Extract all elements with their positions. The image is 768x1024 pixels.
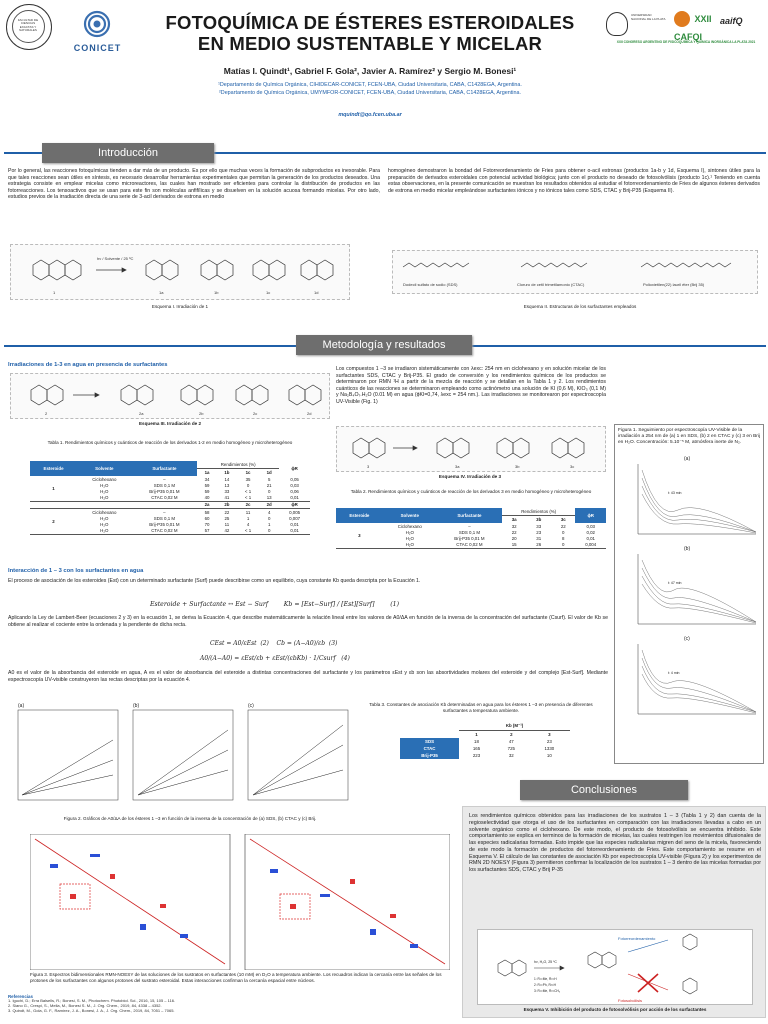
equation-4: A0/(A−A0) = εEst/εb + εEst/(εbKb) · 1/Csurf (4) [200, 655, 350, 662]
figure-2-panel-label: (a) [18, 703, 25, 709]
table-cell: 25 [224, 515, 230, 521]
scheme-4-drawing [336, 426, 606, 472]
table-1 [30, 461, 310, 535]
table-cell: 18 [474, 739, 479, 744]
intro-heading: Introducción [42, 143, 214, 163]
table-cell: H₂O [100, 528, 109, 534]
affiliation-1: ¹Departamento de Química Orgánica, CIHIDECAR-CONICET, FCEN-UBA, Ciudad Universitaria, CABA, C1428EGA, Argentina. [218, 82, 522, 88]
surfactant-label: Polioxietilen(22) lauril éter (Brij 35) [643, 282, 705, 287]
scheme-3-label: 2c [253, 411, 258, 416]
table-1-subheader: 1a [197, 469, 217, 477]
table-cell: 165 [472, 746, 481, 751]
table-1-caption: Tabla 1. Rendimientos químicos y cuánticos de reacción de los derivados 1-2 en medio homogéneo y microheterogéneo [47, 440, 293, 445]
scheme-5-label: hν, H₂O, 25 ºC [534, 960, 557, 964]
scheme-5-drawing [477, 929, 753, 1005]
table-cell: 0 [267, 528, 271, 534]
table-cell: 47 [508, 739, 514, 744]
figure-2-panel-label: (c) [248, 703, 254, 709]
table-cell: 40 [204, 495, 210, 501]
methods-right-text: Los compuestos 1 –3 se irradiaron sistemáticamente con λexc: 254 nm en ciclohexano y en solución micelar de los surfactantes SDS, CTAC y Brij-P35. El grado de conversión y los rendimientos químicos de los productos se determinaron por RMN ¹H a partir de la mezcla de reacción y se detallan en la Tabla 1 y 2. Los rendimientos cuánticos de las reacciones se determinaron empleando como actinómetro una solución de KI (0,6 M), KIO₃ (0,1 M) y Na₂B₄O₇.H₂O (0.01 M) en agua (ϕKI=0,74, λexc = 254 nm.). Las irradiaciones se monitorearon por espectroscopía UV-Visible (Fig. 1) [336, 366, 606, 405]
table-cell: CTAC 0,02 M [456, 542, 483, 548]
table-cell: 725 [507, 746, 515, 751]
table-cell: 1330 [544, 746, 555, 751]
table-cell: 0,03 [290, 482, 299, 488]
table-1-subheader: 2d [266, 502, 272, 508]
table-cell: – [468, 523, 471, 529]
table-1-subheader: 2b [224, 502, 230, 508]
table-3-header: Kb (M⁻¹) [459, 722, 570, 731]
table-3-col: 1 [459, 731, 494, 739]
table-cell: Ciclohexano [92, 476, 117, 482]
table-1-subheader: 1d [259, 469, 279, 477]
scheme-5-caption: Esquema V. Inhibición del producto de fotosolvólisis por acción de los surfactantes [523, 1007, 707, 1012]
table-cell: 70 [204, 521, 210, 527]
scheme-1-label: 1b [214, 290, 219, 295]
table-cell: 31 [536, 535, 542, 541]
table-1-subheader: 1b [217, 469, 237, 477]
table-2-subheader: 3b [526, 516, 551, 524]
table-cell: 4 [246, 521, 250, 527]
table-cell: 33 [224, 488, 230, 494]
table-1-header: Surfactante [132, 461, 198, 476]
intro-left-text: Por lo general, las reacciones fotoquímicas tienden a dar más de un producto. Es por ello que muchas veces la formación de subproductos es inexorable. Para que tales reacciones sean útiles en síntesis, es necesario desarrollar herramientas experimentales que permitan la generación de los productos deseados. Una estrategia consiste en emplear micelas como microreactores, las cuales han mostrado ser eficientes para controlar la distribución de productos en las fotorreacciones. Los tensoactivos que se usan para este fin son moléculas anfifílicas y se disuelven en la solución acuosa formando micelas. Por otro lado, estudios previos de la irradiación directa de una serie de 3-acil derivados de estrona en medio [8, 168, 380, 200]
table-2 [336, 508, 606, 549]
table-2-header: Solvente [383, 508, 437, 523]
table-cell: < 1 [244, 495, 252, 501]
conicet-logo [70, 8, 125, 53]
figure-1-annotation: t: 43 min [668, 490, 682, 495]
table-1-subheader: ϕR [291, 502, 298, 508]
congress-text: XXII CONGRESO ARGENTINO DE FISICOQUÍMICA Y QUÍMICA INORGÁNICA LA PLATA 2021 [616, 40, 756, 44]
scheme-4-label: 3c [570, 464, 575, 469]
cafqi-logo [674, 10, 720, 40]
table-cell: 0,01 [290, 495, 299, 501]
unlp-text: UNIVERSIDAD NACIONAL DE LA PLATA [631, 13, 666, 21]
table-cell: – [163, 509, 166, 515]
table-cell: 22 [560, 523, 566, 529]
table-1-header: Solvente [77, 461, 132, 476]
table-cell: 13 [224, 482, 230, 488]
table-2-caption: Tabla 2. Rendimientos químicos y cuánticos de reacción de los derivados 3 en medio homogéneo y microheterogéneo [350, 489, 592, 494]
table-cell: 20 [511, 535, 517, 541]
scheme-1-label: 1 [53, 290, 56, 295]
table-cell: 32 [508, 753, 514, 758]
scheme-1-conditions: hν / Solvente / 25 ºC [97, 256, 134, 261]
table-cell: 0,02 [586, 529, 595, 535]
scheme-5-label: 2: R¹=Ph, R²=H [534, 983, 556, 987]
contact-email[interactable]: mquindt@qo.fcen.uba.ar [338, 112, 402, 118]
table-3-col: 2 [494, 731, 529, 739]
table-cell: 0 [246, 482, 250, 488]
table-cell: CTAC 0,02 M [151, 528, 178, 534]
table-cell: 42 [224, 528, 230, 534]
table-cell: 8 [562, 535, 565, 541]
scheme-5-label: 3: R¹=Me, R²=CH₃ [534, 989, 561, 993]
conicet-text: CONICET [73, 43, 122, 53]
table-cell: 1 [52, 485, 55, 491]
table-cell: 35 [245, 476, 251, 482]
table-cell: H₂O [100, 521, 109, 527]
scheme-1-label: 1d [314, 290, 319, 295]
table-2-header: Surfactante [437, 508, 502, 523]
table-cell: 23 [546, 739, 552, 744]
reference-item: 3. Quindt, M., Gola, G. F., Ramírez, J. A., Bonesi, J. A., J. Org. Chem., 2019, 84, 7051 – 7065. [8, 1007, 175, 1013]
scheme-3-label: 2 [45, 411, 48, 416]
table-cell: 11 [245, 509, 251, 515]
table-cell: H₂O [405, 535, 414, 541]
table-cell: 1 [267, 521, 271, 527]
scheme-1-label: 1c [266, 290, 271, 295]
table-cell: 15 [511, 542, 517, 548]
interaction-text-3: A0 es el valor de la absorbancia del esteroide en agua, A es el valor de absorbancia del esteroide a distintas concentraciones del surfactante y los parámetros εEst y εb son las absortividades molares del esteroide y del complejo [Est-Surf]. Mediante espectroscopía UV-visible construyeron las rectas descriptas por la ecuación 4. [8, 670, 608, 683]
authors: Matías I. Quindt¹, Gabriel F. Gola², Javier A. Ramírez² y Sergio M. Bonesi¹ [223, 66, 517, 76]
figure-3-caption: Figura 3. Espectros bidimensionales RMN-NOESY de las soluciones de los sustratos en surfactantes (10 mM) en D₂O a temperatura ambiente. Los recuadros indican la cercanía entre las señales de los protones de los surfactantes con algunos protones del sustrato esteroidal. Estas interacciones confirman la cercanía espacial entre núcleos. [30, 972, 442, 983]
affiliations [130, 82, 610, 98]
table-cell: 41 [224, 495, 230, 501]
figure-1-spectra [618, 450, 762, 720]
table-3-col: 3 [529, 731, 570, 739]
table-1-header: Rendimientos (%) [197, 461, 279, 469]
scheme-3-label: 2d [307, 411, 312, 416]
table-1-header: ϕR [279, 461, 310, 476]
table-cell: 21 [266, 482, 272, 488]
figure-1-panel-label: (a) [684, 455, 691, 462]
table-cell: < 1 [244, 528, 252, 534]
table-cell: 4 [267, 509, 271, 515]
table-cell: 32 [511, 523, 517, 529]
figure-3-noesy-spectra [30, 834, 450, 970]
table-cell: 0,005 [289, 509, 301, 515]
table-cell: < 1 [244, 488, 252, 494]
table-cell: SDS 0,1 M [153, 482, 176, 488]
table-row-header: Brij-P35 [400, 752, 459, 759]
table-cell: 59 [204, 482, 210, 488]
figure-1-panel [614, 424, 764, 764]
figure-2-panel-label: (b) [133, 703, 140, 709]
figure-1-panel-label: (b) [684, 545, 691, 552]
table-cell: H₂O [100, 515, 109, 521]
affiliation-2: ²Departamento de Química Orgánica, UMYMFOR-CONICET, FCEN-UBA, Ciudad Universitaria, CABA, C1428EGA, Argentina. [219, 89, 521, 96]
table-cell: H₂O [405, 529, 414, 535]
table-cell: 10 [546, 753, 552, 758]
conclusions-text: Los rendimientos químicos obtenidos para las irradiaciones de los sustratos 1 – 3 (Tabla 1 y 2) dan cuenta de la regioselectividad que otorga el uso de los surfactantes en comparación con las irradiaciones llevadas a cabo en un solvente orgánico como el ciclohexano. De este modo, el producto de fotosolvólisis se encuentra inhibido. Este comportamiento se explica en terminos de la formación de micelas, las cuales restringen los movimientos difusionales de las especies radicalarias formadas. Esto impide que las especies radicalarias migren del seno de la micela, favoreciendo de este modo la formación de productos del fotorreordenamiento de Fries. Este comportamiento se resume en el Esquema V. El cálculo de las constantes de asociación Kb por espectroscopía UV-visible (Figura 2) y los experimentos de RMN 2D NOESY (Figura 3) permitieron confirmar la localización de los sustratos 1 – 3 dentro de las micelas formadas por los surfactantes SDS, CTAC y Brij P-35 [469, 813, 761, 873]
scheme-4-label: 3a [455, 464, 460, 469]
methods-heading: Metodología y resultados [296, 335, 472, 355]
table-cell: 59 [204, 488, 210, 494]
table-cell: 0 [562, 529, 565, 535]
intro-right-text: homogéneo demostraron la bondad del Fotorreordenamiento de Fries para obtener o-acil estronas (productos 1a-b y 1d, Esquema I), sintones útiles para la preparación de derivados esteroidales con potencial actividad biológica; junto con el producto no deseado de fotosolvólisis (producto 1c).¹ Teniendo en cuenta estas observaciones, en la presente comunicación se muestran los resultados obtenidos al estudiar el fotorreordenamiento de Fries de algunos ésteres derivados de estrona en medio micelar empleándose surfactantes iónicos y no iónicos tales como SDS, CTAC y Brij-P35 (Esquema II). [388, 168, 760, 194]
table-cell: 5 [267, 476, 271, 482]
table-cell: H₂O [100, 488, 109, 494]
table-cell: 0 [562, 542, 565, 548]
table-cell: 2 [52, 518, 55, 524]
scheme-3-drawing [10, 373, 330, 419]
table-2-subheader: 3c [551, 516, 575, 524]
figure-1-annotation: t: 4 min [668, 670, 680, 675]
table-row [400, 745, 570, 752]
table-row [400, 752, 570, 759]
table-1-subheader: 2c [245, 502, 251, 508]
table-cell: 0,01 [290, 521, 299, 527]
table-cell: 34 [204, 476, 210, 482]
table-2-subheader: 3a [502, 516, 526, 524]
table-row-header: CTAC [400, 745, 459, 752]
table-cell: SDS 0,1 M [458, 529, 481, 535]
figure-2-caption: Figura 2. Gráficos de A0/ΔA de los ésteres 1 –3 en función de la inversa de la concentración de (a) SDS, (b) CTAC y (c) Brij. [63, 816, 317, 821]
table-cell: 22 [511, 529, 517, 535]
table-row [30, 508, 310, 515]
table-cell: 60 [204, 515, 210, 521]
table-cell: 0,03 [586, 523, 595, 529]
table-cell: CTAC 0,02 M [151, 495, 178, 501]
table-cell: 57 [204, 528, 210, 534]
table-cell: Brij-P35 0,01 M [149, 521, 180, 527]
interaction-text-1: El proceso de asociación de los esteroides (Est) con un determinado surfactante (Surf) puede describirse como un equilibrio, cuya constante Kb queda descripta por la Ecuación 1. [8, 578, 421, 584]
table-cell: 0,01 [586, 535, 595, 541]
scheme-5-label: Fotorreordenamiento [618, 936, 656, 941]
table-cell: 0 [267, 488, 271, 494]
table-cell: Brij-P35 0,01 M [454, 535, 485, 541]
table-row [400, 738, 570, 745]
references [8, 994, 308, 1013]
table-3 [400, 722, 570, 759]
scheme-2-caption: Esquema II. Estructuras de los surfactantes empleados [523, 304, 637, 309]
poster-title [150, 12, 590, 55]
table-cell: 0,004 [585, 542, 597, 548]
figure-2-plots [8, 700, 358, 810]
table-1-subheader: 1c [237, 469, 259, 477]
table-cell: 0,007 [289, 515, 301, 521]
table-cell: – [163, 476, 166, 482]
unlp-logo [606, 12, 628, 36]
table-cell: 0,06 [290, 488, 299, 494]
scheme-4-label: 3 [367, 464, 370, 469]
table-cell: 33 [536, 523, 542, 529]
subsection-irradiations: Irradiaciones de 1-3 en agua en presencia de surfactantes [8, 362, 168, 368]
scheme-1-label: 1a [159, 290, 164, 295]
table-2-header: Esteroide [336, 508, 383, 523]
scheme-5-label: 1: R¹=Me, R²=H [534, 977, 557, 981]
table-cell: Brij-P35 0,01 M [149, 488, 180, 494]
scheme-1-caption: Esquema I. Irradiación de 1 [151, 304, 209, 309]
university-seal-logo [6, 4, 52, 50]
table-cell: 0 [267, 515, 271, 521]
figure-1-annotation: t: 47 min [668, 580, 682, 585]
table-cell: SDS 0,1 M [153, 515, 176, 521]
surfactant-label: Dodecil sulfato de sodio (SDS) [403, 282, 458, 287]
table-3-caption: Tabla 3. Constantes de asociación Kb determinadas en agua para los ésteres 1 –3 en presencia de diferentes surfactantes a temperatura ambiente. [369, 702, 593, 713]
surfactant-label: Cloruro de cetil trimetilamonio (CTAC) [517, 282, 585, 287]
equation-1: Esteroide + Surfactante ↔ Est − Surf Kb = [Est−Surf] / [Est][Surf] (1) [150, 601, 399, 608]
reference-item: 1. Iguchi, D.; Erra Balsells, R.; Bonesi, S. M., Photochem. Photobiol. Sci., 2016, 15, 105 – 116. [8, 998, 176, 1003]
scheme-5-label: Fotosolvólisis [618, 998, 643, 1003]
table-cell: 1 [246, 515, 250, 521]
ub-logo-text: FACULTAD DE CIENCIAS EXACTAS Y NATURALES [17, 18, 39, 32]
table-cell: 58 [204, 509, 210, 515]
table-1-header: Esteroide [30, 461, 77, 476]
table-cell: 223 [472, 753, 481, 758]
table-cell: 0,05 [290, 476, 299, 482]
table-2-header: ϕR [575, 508, 606, 523]
interaction-text-2: Aplicando la Ley de Lambert-Beer (ecuaciones 2 y 3) en la ecuación 1, se deriva la Ecuación 4, que describe matemáticamente la relación lineal entre los valores de A0/ΔA en función de la inversa de la concentración del surfactante (Csurf). El valor de Kb se obtiene al realizar el cociente entre la ordenada y la pendiente de dicha recta. [8, 615, 608, 628]
table-cell: 23 [536, 529, 542, 535]
table-1-subheader: 2a [204, 502, 210, 508]
scheme-4-caption: Esquema IV. Irradiación de 3 [438, 474, 502, 479]
reference-item: 2. Siano G., Crespi, S., Mella, M., Bonesi S. M., J. Org. Chem., 2019, 84, 4338 – 4352. [8, 1002, 162, 1008]
table-cell: 22 [224, 509, 230, 515]
table-cell: H₂O [405, 542, 414, 548]
title-line-2: EN MEDIO SUSTENTABLE Y MICELAR [197, 33, 543, 55]
table-row-header: SDS [400, 738, 459, 745]
table-cell: H₂O [100, 495, 109, 501]
figure-1-panel-label: (c) [684, 635, 690, 642]
equations-2-3: CEst = A0/εEst (2) Cb = (A−A0)/εb (3) [210, 640, 338, 647]
table-2-header: Rendimientos (%) [502, 508, 575, 516]
aaifq-logo: aaifQ [720, 16, 743, 26]
table-cell: 14 [224, 476, 230, 482]
table-cell: 26 [536, 542, 542, 548]
table-cell: 11 [224, 521, 230, 527]
scheme-1-drawing [10, 244, 350, 300]
subsection-interaction: Interacción de 1 – 3 con los surfactantes en agua [8, 568, 144, 574]
conclusions-box [462, 806, 766, 1018]
table-cell: 0,01 [290, 528, 299, 534]
title-line-1: FOTOQUÍMICA DE ÉSTERES ESTEROIDALES [165, 12, 575, 33]
figure-1-caption: Figura 1. Seguimiento por espectroscopía UV-Visible de la irradiación a 254 nm de (a) 1 en SDS, (b) 2 en CTAC y (c) 3 en Brij en H₂O. Concentración: 5.10⁻⁵ M, atmósfera inerte de N₂. [618, 428, 761, 445]
scheme-4-label: 3b [515, 464, 520, 469]
table-cell: Ciclohexano [397, 523, 422, 529]
table-cell: Ciclohexano [92, 509, 117, 515]
scheme-3-caption: Esquema III. Irradiación de 2 [138, 421, 202, 426]
scheme-2-drawing [392, 250, 758, 294]
conclusions-heading: Conclusiones [520, 780, 688, 800]
cafqi-text: XXII CAFQI [674, 13, 712, 42]
table-cell: 13 [266, 495, 272, 501]
table-cell: H₂O [100, 482, 109, 488]
table-cell: 3 [358, 532, 361, 538]
scheme-3-label: 2b [199, 411, 204, 416]
references-heading: Referencias [8, 994, 33, 999]
scheme-3-label: 2a [139, 411, 144, 416]
